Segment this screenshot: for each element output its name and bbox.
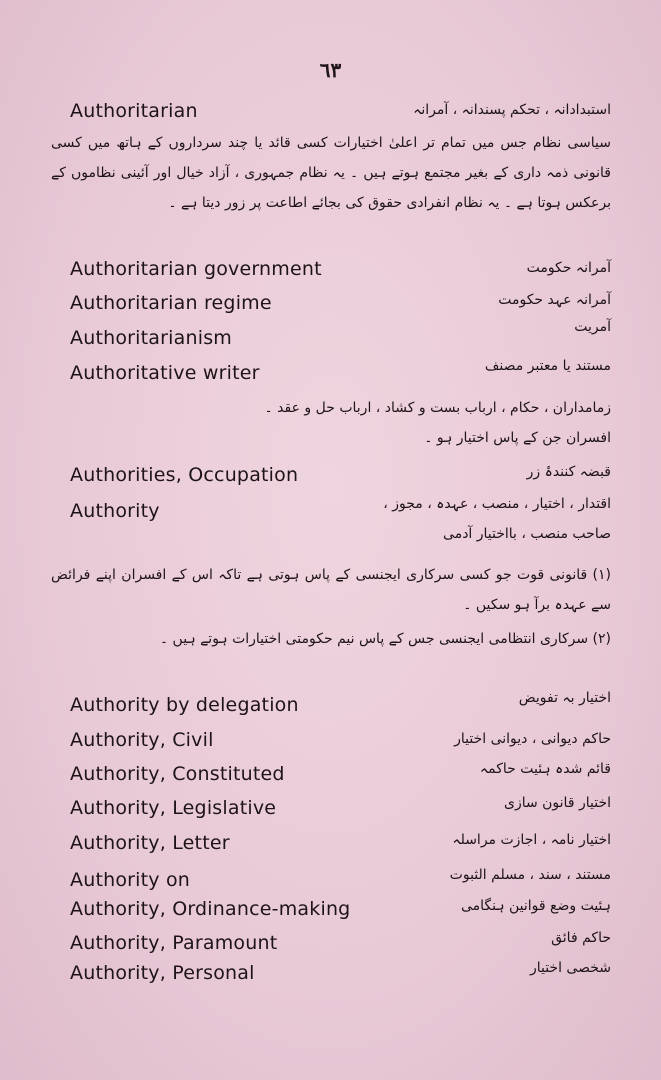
urdu-meaning: مستند یا معتبر مصنف [484, 358, 611, 374]
urdu-meaning: اختیار نامہ ، اجازت مراسلہ [452, 832, 611, 848]
page-number: ٦٣ [319, 58, 342, 82]
urdu-meaning: اختیار بہ تفویض [518, 690, 611, 706]
english-term: Authority, Paramount [70, 932, 278, 954]
english-term: Authority, Constituted [70, 763, 285, 785]
english-term: Authoritarian government [70, 258, 322, 280]
urdu-meaning: حاکم دیوانی ، دیوانی اختیار [454, 731, 611, 747]
english-term: Authorities, Occupation [70, 464, 299, 486]
english-term: Authoritarian regime [70, 292, 272, 314]
definition-paragraph: (۲) سرکاری انتظامی ایجنسی جس کے پاس نیم حکومتی اختیارات ہوتے ہیں ۔ [159, 631, 611, 647]
urdu-continuation: افسران جن کے پاس اختیار ہو ۔ [424, 430, 611, 446]
urdu-meaning: آمرانہ عہد حکومت [498, 292, 611, 308]
english-term: Authority, Legislative [70, 797, 277, 819]
urdu-meaning: استبدادانہ ، تحکم پسندانہ ، آمرانہ [413, 102, 611, 118]
urdu-meaning: اقتدار ، اختیار ، منصب ، عہدہ ، مجوز ، [383, 496, 611, 512]
english-term: Authority [70, 500, 160, 522]
urdu-meaning: ہئیت وضع قوانین ہنگامی [460, 898, 611, 914]
english-term: Authority, Letter [70, 832, 230, 854]
urdu-meaning: مستند ، سند ، مسلم الثبوت [449, 867, 611, 883]
english-term: Authority, Personal [70, 962, 255, 984]
english-term: Authority on [70, 869, 191, 891]
urdu-meaning: قبضہ کنندۂ زر [526, 464, 611, 480]
urdu-meaning: اختیار قانون سازی [503, 795, 611, 811]
urdu-meaning: حاکم فائق [551, 930, 611, 946]
urdu-meaning: شخصی اختیار [529, 960, 611, 976]
english-term: Authoritarian [70, 100, 198, 122]
english-term: Authority by delegation [70, 694, 299, 716]
definition-paragraph: (۱) قانونی قوت جو کسی سرکاری ایجنسی کے پاس ہوتی ہے تاکہ اس کے افسران اپنے فرائض سے عہدہ برآ ہو سکیں ۔ [51, 567, 611, 613]
urdu-meaning: آمریت [574, 319, 611, 335]
english-term: Authority, Civil [70, 729, 214, 751]
english-term: Authority, Ordinance-making [70, 898, 351, 920]
urdu-meaning: قائم شدہ ہئیت حاکمہ [479, 761, 611, 777]
english-term: Authoritative writer [70, 362, 260, 384]
english-term: Authoritarianism [70, 327, 233, 349]
urdu-meaning: آمرانہ حکومت [526, 260, 611, 276]
definition-paragraph: سیاسی نظام جس میں تمام تر اعلیٰ اختیارات کسی قائد یا چند سرداروں کے ہاتھ میں کسی قانونی ذمہ داری کے بغیر مجتمع ہوتے ہیں ۔ یہ نظام جمہوری ، آزاد خیال اور آئینی نظاموں کے برعکس ہوتا ہے ۔ یہ نظام انفرادی حقوق کی بجائے اطاعت پر زور دیتا ہے ۔ [51, 135, 611, 211]
urdu-continuation: صاحب منصب ، بااختیار آدمی [443, 526, 611, 542]
urdu-meaning: زمامداران ، حکام ، ارباب بست و کشاد ، ارباب حل و عقد ۔ [264, 400, 611, 416]
